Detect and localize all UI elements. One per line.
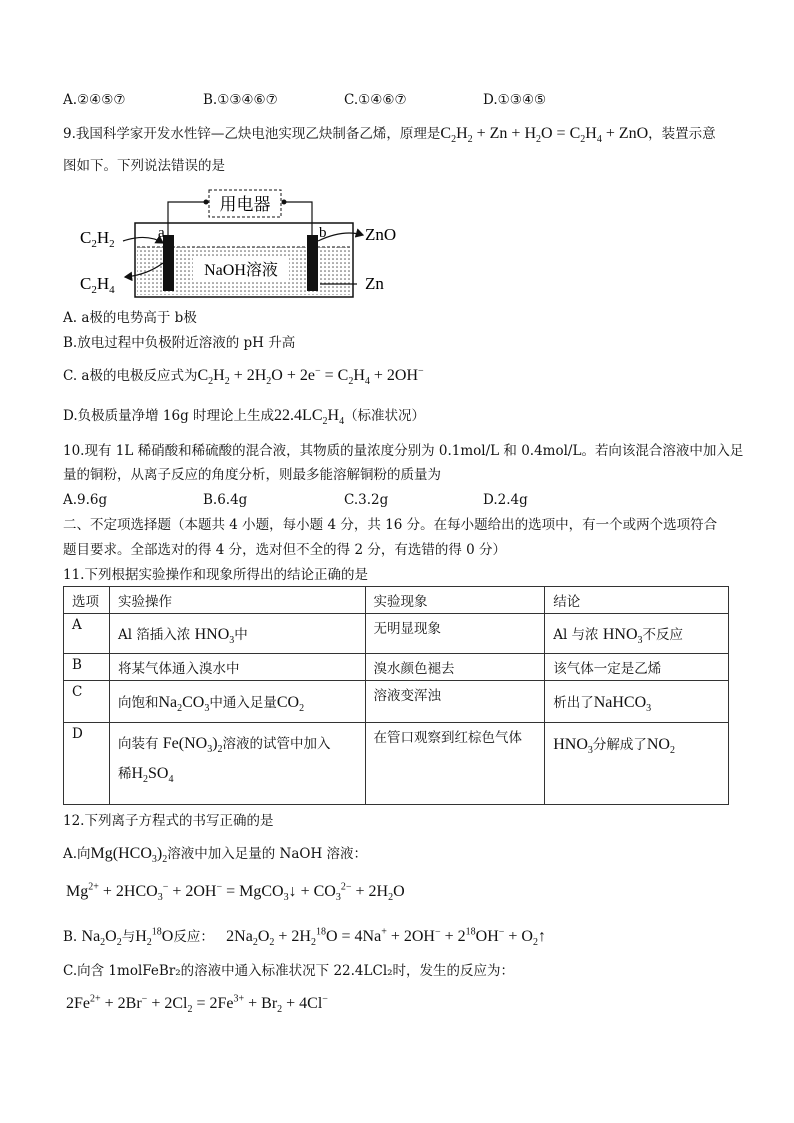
conc-text: 分解成了	[592, 737, 647, 753]
zno-label: ZnO	[365, 225, 397, 244]
row-phenomenon: 在管口观察到红棕色气体	[365, 723, 545, 805]
header-cell: 实验现象	[365, 587, 545, 614]
row-conclusion: 该气体一定是乙烯	[545, 654, 729, 681]
conc-text: 析出了	[553, 695, 594, 711]
q9-option-d-suffix: （标准状况）	[344, 408, 426, 424]
q12-stem: 12.下列离子方程式的书写正确的是	[63, 813, 274, 829]
op-text: 中	[234, 627, 248, 643]
row-key: D	[64, 723, 110, 805]
formula-no2: $NO_2$	[646, 736, 675, 757]
q9-option-d-formula: $22.4LC_2H_4$	[274, 407, 345, 428]
row-conclusion	[545, 681, 729, 723]
section2-line2: 题目要求。全部选对的得 4 分，选对但不全的得 2 分，有选错的得 0 分）	[63, 542, 507, 558]
q9-stem-line2: 图如下。下列说法错误的是	[63, 158, 225, 174]
q9-option-c-equation: $C_2H_2 + 2H_2O + 2e^- = C_2H_4 + 2OH^-$	[197, 365, 424, 388]
header-cell: 选项	[64, 587, 110, 614]
table-row	[64, 654, 729, 681]
formula-mghco3: $Mg(HCO_3)_2$	[90, 845, 168, 866]
q12-b-prefix: B.	[63, 929, 78, 945]
device-label: 用电器	[219, 195, 271, 214]
row-phenomenon: 溶液变浑浊	[365, 681, 545, 723]
conc-text: Al 与浓	[553, 627, 599, 643]
arrow-c2h2-in	[123, 237, 163, 243]
terminal-right	[282, 200, 287, 205]
formula-hno3: $HNO_3$	[553, 736, 593, 757]
c2h2-label: $C_2H_2$	[80, 228, 115, 250]
row-phenomenon: 无明显现象	[365, 614, 545, 654]
row-conclusion	[545, 723, 729, 805]
electrode-b	[307, 235, 318, 291]
header-cell: 实验操作	[109, 587, 365, 614]
q12-c-equation: $2Fe^{2+} + 2Br^- + 2Cl_2 = 2Fe^{3+} + Br_2 + 4Cl^-$	[66, 993, 328, 1016]
q10-line2: 量的铜粉，从离子反应的角度分析，则最多能溶解铜粉的质量为	[63, 467, 441, 483]
table-row	[64, 614, 729, 654]
row-operation: 将某气体通入溴水中	[109, 654, 365, 681]
row-conclusion	[545, 614, 729, 654]
electrode-a-label: a	[158, 225, 165, 241]
q10-option-c: C.3.2g	[344, 492, 389, 508]
op-text: 溶液的试管中加入	[222, 736, 331, 752]
terminal-left	[204, 200, 209, 205]
electrolyte-label: NaOH溶液	[204, 262, 278, 279]
wire-right	[285, 202, 312, 235]
q9-stem-suffix: ，装置示意	[648, 126, 716, 142]
zn-label: Zn	[365, 274, 384, 293]
c2h4-label: $C_2H_4$	[80, 274, 115, 296]
q12-option-c: C.向含 1molFeBr₂的溶液中通入标准状况下 22.4LCl₂时，发生的反应为：	[63, 963, 515, 979]
row-operation	[109, 681, 365, 723]
q9-equation: $C_2H_2 + Zn + H_2O = C_2H_4$ + ZnO	[440, 125, 649, 146]
op-text: 向饱和	[117, 695, 159, 711]
q9-option-a: A. a极的电势高于 b极	[63, 310, 197, 326]
q9-option-d	[63, 407, 426, 428]
row-key: A	[64, 614, 110, 654]
q11-stem: 11.下列根据实验操作和现象所得出的结论正确的是	[63, 567, 368, 583]
q12-a-prefix: A.向	[63, 846, 91, 862]
formula-hno3: $HNO_3$	[602, 626, 643, 647]
row-key: C	[64, 681, 110, 723]
q8-option-a: A.②④⑤⑦	[63, 92, 126, 108]
table-row	[64, 681, 729, 723]
conc-text: 不反应	[642, 627, 684, 643]
q8-option-b: B.①③④⑥⑦	[203, 92, 278, 108]
q11-table	[63, 586, 729, 805]
q9-option-b: B.放电过程中负极附近溶液的 pH 升高	[63, 335, 296, 351]
q10-option-a: A.9.6g	[63, 492, 108, 508]
formula-feno3: $Fe(NO_3)_2$	[162, 735, 223, 756]
q8-option-d: D.①③④⑤	[483, 92, 547, 108]
row-key: B	[64, 654, 110, 681]
electrode-b-label: b	[319, 225, 327, 241]
q9-stem	[63, 125, 716, 146]
formula-hno3: $HNO_3$	[194, 626, 235, 647]
q12-option-a	[63, 845, 368, 866]
q9-option-c	[63, 365, 424, 388]
formula-na2co3: $Na_2CO_3$	[158, 694, 210, 715]
q10-line1: 10.现有 1L 稀硝酸和稀硫酸的混合液，其物质的量浓度分别为 0.1mol/L 和 0.4mol/L。若向该混合溶液中加入足	[63, 443, 744, 459]
row-operation	[109, 723, 365, 805]
q12-a-equation: $Mg^{2+} + 2HCO_3^- + 2OH^-$ = MgCO$_3$↓ + $CO_3^{2-} + 2H_2O$	[66, 881, 405, 904]
formula-na2o2: $Na_2O_2$	[81, 928, 122, 949]
table-row	[64, 723, 729, 805]
q8-option-c: C.①④⑥⑦	[344, 92, 407, 108]
q12-a-suffix: 溶液中加入足量的 NaOH 溶液：	[167, 846, 368, 862]
formula-nahco3: NaHCO$_3$	[593, 694, 652, 715]
op-text: Al 箔插入浓	[117, 627, 191, 643]
q12-option-b	[63, 926, 546, 949]
q9-option-d-prefix: D.负极质量净增 16g 时理论上生成	[63, 408, 275, 424]
q12-b-equation: $2Na_2O_2 + 2H_2^{18}O = 4Na^+ + 2OH^- + 2^{18}OH^-$ + $O_2↑$	[226, 926, 546, 949]
header-cell: 结论	[545, 587, 729, 614]
q9-option-c-prefix: C. a极的电极反应式为	[63, 368, 198, 384]
op-text: 向装有	[117, 736, 159, 752]
battery-diagram	[75, 185, 415, 303]
q12-b-mid: 与	[121, 929, 136, 945]
electrode-a	[163, 235, 174, 291]
formula-h2o18: $H_2^{18}O$	[135, 926, 174, 949]
q9-stem-prefix: 9.我国科学家开发水性锌—乙炔电池实现乙炔制备乙烯，原理是	[63, 126, 441, 142]
section2-line1: 二、不定项选择题（本题共 4 小题，每小题 4 分，共 16 分。在每小题给出的选项中，有一个或两个选项符合	[63, 517, 718, 533]
q10-option-b: B.6.4g	[203, 492, 248, 508]
row-operation	[109, 614, 365, 654]
formula-h2so4: $H_2SO_4$	[131, 765, 174, 786]
formula-co2: $CO_2$	[276, 694, 305, 715]
q10-option-d: D.2.4g	[483, 492, 528, 508]
wire-left	[168, 202, 205, 235]
q12-b-suffix: 反应：	[173, 929, 214, 945]
op-text: 稀	[117, 766, 132, 782]
table-header-row	[64, 587, 729, 614]
op-text: 中通入足量	[209, 695, 277, 711]
row-phenomenon: 溴水颜色褪去	[365, 654, 545, 681]
